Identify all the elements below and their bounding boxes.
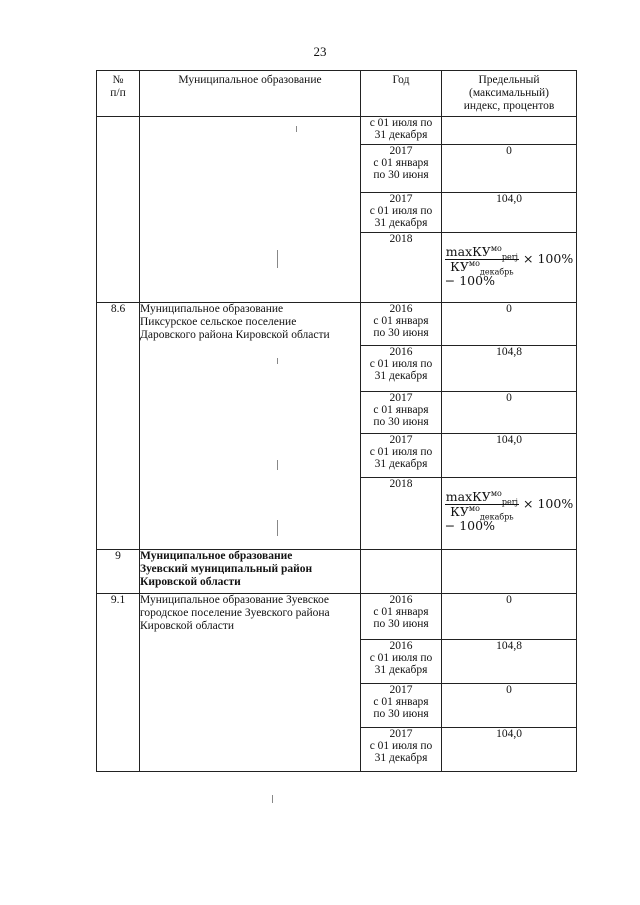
index-cell: 104,0 [442, 728, 577, 772]
index-formula: $\frac{\max КУ^{мо}_{perj}}{КУ^{мо}_{декабрь}}$ × 100% − 100% [444, 243, 574, 288]
scan-mark [272, 795, 273, 803]
year-cell: 2017 с 01 июля по 31 декабря [361, 434, 442, 478]
table-row [97, 550, 577, 594]
index-cell: 0 [442, 145, 577, 193]
year-cell: 2016 с 01 января по 30 июня [361, 594, 442, 640]
scan-mark [277, 520, 278, 536]
year-cell: 2018 [361, 233, 442, 303]
tariff-index-table [96, 70, 577, 772]
index-cell: 0 [442, 684, 577, 728]
row-number: 8.6 [97, 303, 140, 550]
header-municipality: Муниципальное образование [140, 71, 361, 117]
year-cell: 2017 с 01 января по 30 июня [361, 392, 442, 434]
index-cell: 104,0 [442, 434, 577, 478]
index-cell: 0 [442, 392, 577, 434]
scan-mark [296, 126, 297, 132]
header-year: Год [361, 71, 442, 117]
year-cell: 2016 с 01 июля по 31 декабря [361, 346, 442, 392]
year-cell: 2017 с 01 июля по 31 декабря [361, 728, 442, 772]
index-cell: 0 [442, 303, 577, 346]
table-row [97, 117, 577, 145]
year-cell: 2017 с 01 января по 30 июня [361, 684, 442, 728]
scan-mark [277, 250, 278, 268]
index-cell: 104,8 [442, 346, 577, 392]
page-number: 23 [313, 44, 327, 59]
scan-mark [277, 460, 278, 470]
year-cell: 2017 с 01 января по 30 июня [361, 145, 442, 193]
year-cell: с 01 июля по 31 декабря [361, 117, 442, 145]
municipality-cell: Муниципальное образование Пиксурское сельское поселение Даровского района Кировской области [140, 303, 361, 550]
year-cell: 2016 с 01 января по 30 июня [361, 303, 442, 346]
index-cell: 104,0 [442, 193, 577, 233]
header-index: Предельный (максимальный) индекс, процентов [442, 71, 577, 117]
table-row [97, 594, 577, 640]
index-formula: $\frac{\max КУ^{мо}_{perj}}{КУ^{мо}_{декабрь}}$ × 100% − 100% [444, 488, 574, 533]
year-cell: 2018 [361, 478, 442, 550]
index-cell: 0 [442, 594, 577, 640]
row-number: 9 [97, 550, 140, 594]
scan-mark [277, 358, 278, 364]
year-cell: 2017 с 01 июля по 31 декабря [361, 193, 442, 233]
row-number: 9.1 [97, 594, 140, 772]
year-cell: 2016 с 01 июля по 31 декабря [361, 640, 442, 684]
table-row [97, 303, 577, 346]
municipality-cell: Муниципальное образование Зуевское городское поселение Зуевского района Кировской области [140, 594, 361, 772]
index-cell: 104,8 [442, 640, 577, 684]
header-num: № п/п [97, 71, 140, 117]
municipality-cell: Муниципальное образование Зуевский муниципальный район Кировской области [140, 550, 361, 594]
table-header-row [97, 71, 577, 117]
